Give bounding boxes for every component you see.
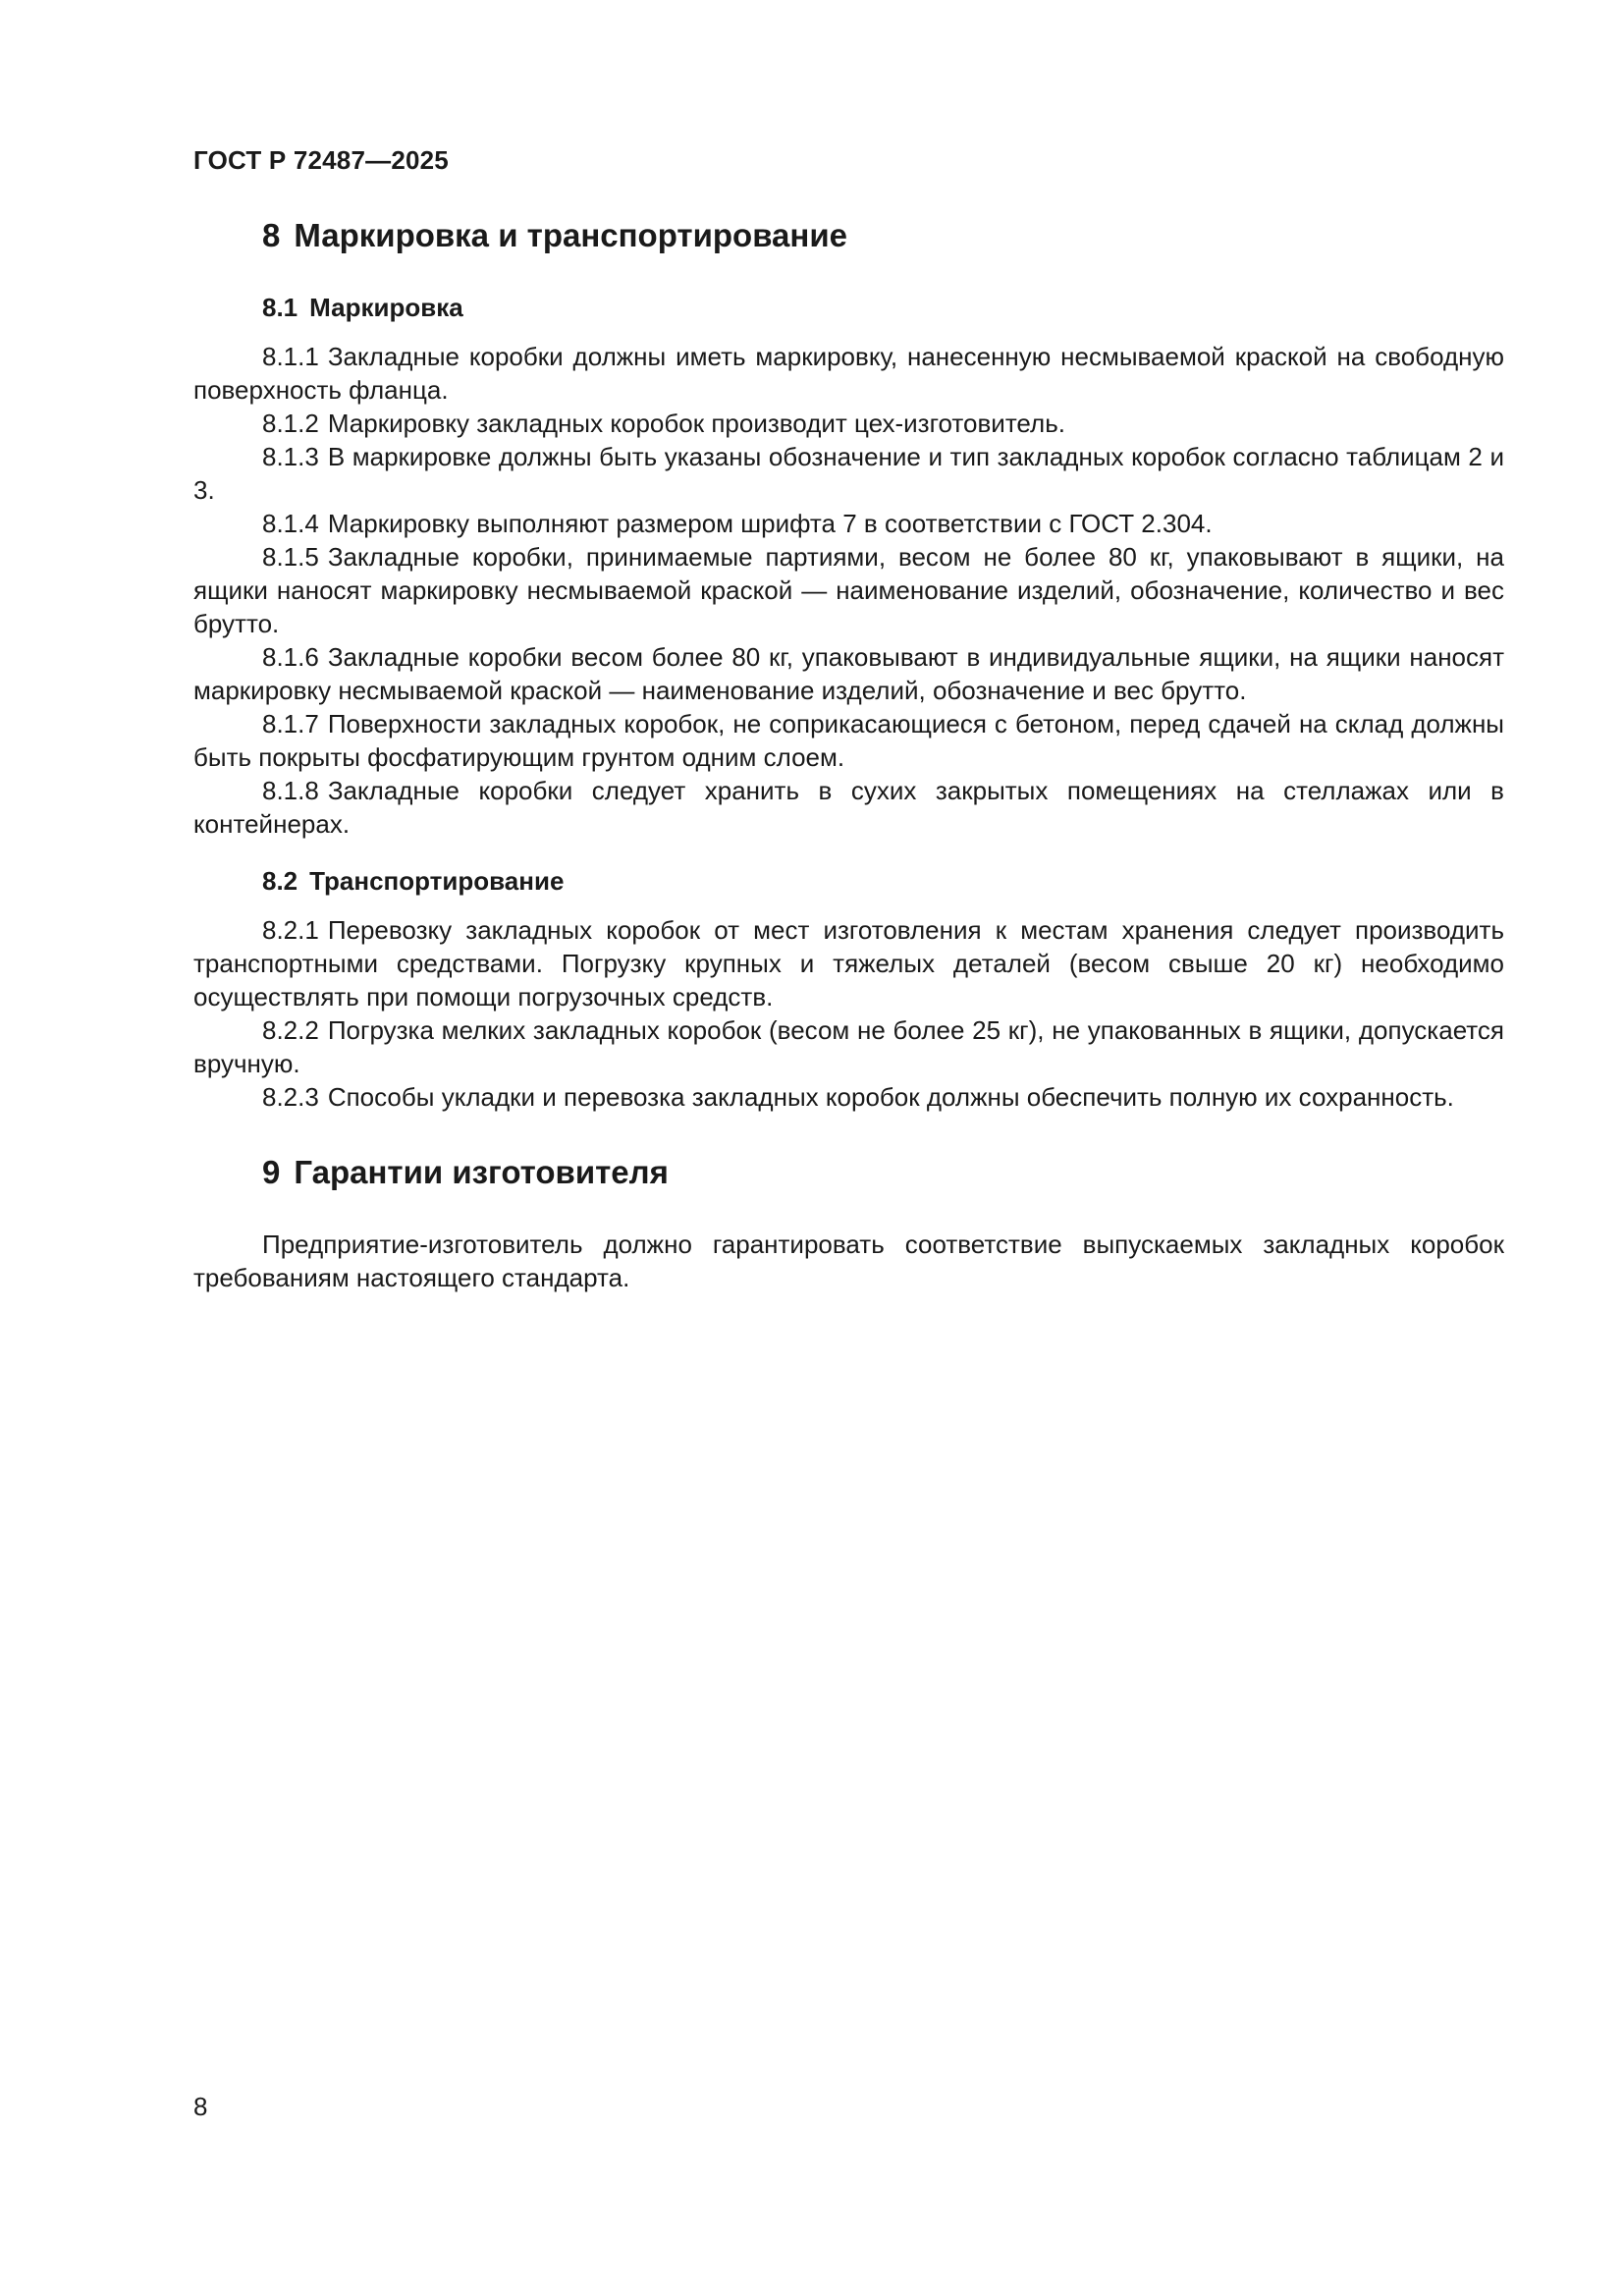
paragraph-number: 8.1.4	[262, 509, 319, 538]
paragraph-text: Закладные коробки должны иметь маркировку, нанесенную несмываемой краской на свободную поверхность фланца.	[193, 342, 1504, 405]
paragraph	[193, 440, 1504, 507]
section-heading	[262, 216, 1504, 255]
paragraph	[193, 913, 1504, 1013]
paragraph-text: Способы укладки и перевозка закладных коробок должны обеспечить полную их сохранность.	[327, 1082, 1454, 1112]
paragraph	[193, 707, 1504, 774]
paragraph-text: Закладные коробки следует хранить в сухих закрытых помещениях на стеллажах или в контейнерах.	[193, 776, 1504, 839]
section-number: 8	[262, 217, 281, 253]
paragraph	[193, 1080, 1504, 1114]
paragraph-number: 8.1.5	[262, 542, 319, 572]
section-heading	[262, 1153, 1504, 1192]
paragraph-text: Закладные коробки весом более 80 кг, упаковывают в индивидуальные ящики, на ящики наносят маркировку несмываемой краской — наименование изделий, обозначение и вес брутто.	[193, 642, 1504, 705]
page-number: 8	[193, 2092, 208, 2121]
subsection-heading	[262, 864, 1504, 898]
document-code: ГОСТ Р 72487—2025	[193, 145, 449, 175]
paragraph-number: 8.1.8	[262, 776, 319, 805]
paragraph	[193, 407, 1504, 440]
paragraph	[193, 640, 1504, 707]
paragraph	[193, 340, 1504, 407]
subsection-number: 8.1	[262, 293, 298, 322]
paragraph-number: 8.2.3	[262, 1082, 319, 1112]
section-title: Маркировка и транспортирование	[294, 217, 847, 253]
paragraph-text: Маркировку закладных коробок производит цех-изготовитель.	[327, 409, 1065, 438]
paragraph-text: Маркировку выполняют размером шрифта 7 в соответствии с ГОСТ 2.304.	[327, 509, 1213, 538]
paragraph-number: 8.1.2	[262, 409, 319, 438]
paragraph	[193, 507, 1504, 540]
paragraph-number: 8.2.2	[262, 1015, 319, 1045]
paragraph-text: Закладные коробки, принимаемые партиями, весом не более 80 кг, упаковывают в ящики, на ящики наносят маркировку несмываемой краской — наименование изделий, обозначение, количество и вес брутто.	[193, 542, 1504, 638]
subsection-number: 8.2	[262, 866, 298, 896]
paragraph-number: 8.1.7	[262, 709, 319, 738]
paragraph-text: Погрузка мелких закладных коробок (весом не более 25 кг), не упакованных в ящики, допускается вручную.	[193, 1015, 1504, 1078]
subsection-title: Маркировка	[309, 293, 463, 322]
paragraph-number: 8.1.6	[262, 642, 319, 672]
spacer	[193, 841, 1504, 864]
paragraph-text: Перевозку закладных коробок от мест изготовления к местам хранения следует производить транспортными средствами. Погрузку крупных и тяжелых деталей (весом свыше 20 кг) необходимо осуществлять при помощи погрузочных средств.	[193, 915, 1504, 1011]
subsection-heading	[262, 291, 1504, 324]
paragraph-text: В маркировке должны быть указаны обозначение и тип закладных коробок согласно таблицам 2 и 3.	[193, 442, 1504, 505]
section-title: Гарантии изготовителя	[294, 1154, 669, 1190]
paragraph	[193, 1228, 1504, 1294]
paragraph-number: 8.2.1	[262, 915, 319, 945]
paragraph	[193, 774, 1504, 841]
paragraph-text: Поверхности закладных коробок, не соприкасающиеся с бетоном, перед сдачей на склад должны быть покрыты фосфатирующим грунтом одним слоем.	[193, 709, 1504, 772]
section-number: 9	[262, 1154, 281, 1190]
paragraph	[193, 540, 1504, 640]
paragraph-text: Предприятие-изготовитель должно гарантировать соответствие выпускаемых закладных коробок требованиям настоящего стандарта.	[193, 1230, 1504, 1292]
spacer	[193, 1114, 1504, 1153]
subsection-title: Транспортирование	[309, 866, 565, 896]
paragraph-number: 8.1.3	[262, 442, 319, 471]
document-body	[193, 216, 1504, 1294]
paragraph-number: 8.1.1	[262, 342, 319, 371]
paragraph	[193, 1013, 1504, 1080]
